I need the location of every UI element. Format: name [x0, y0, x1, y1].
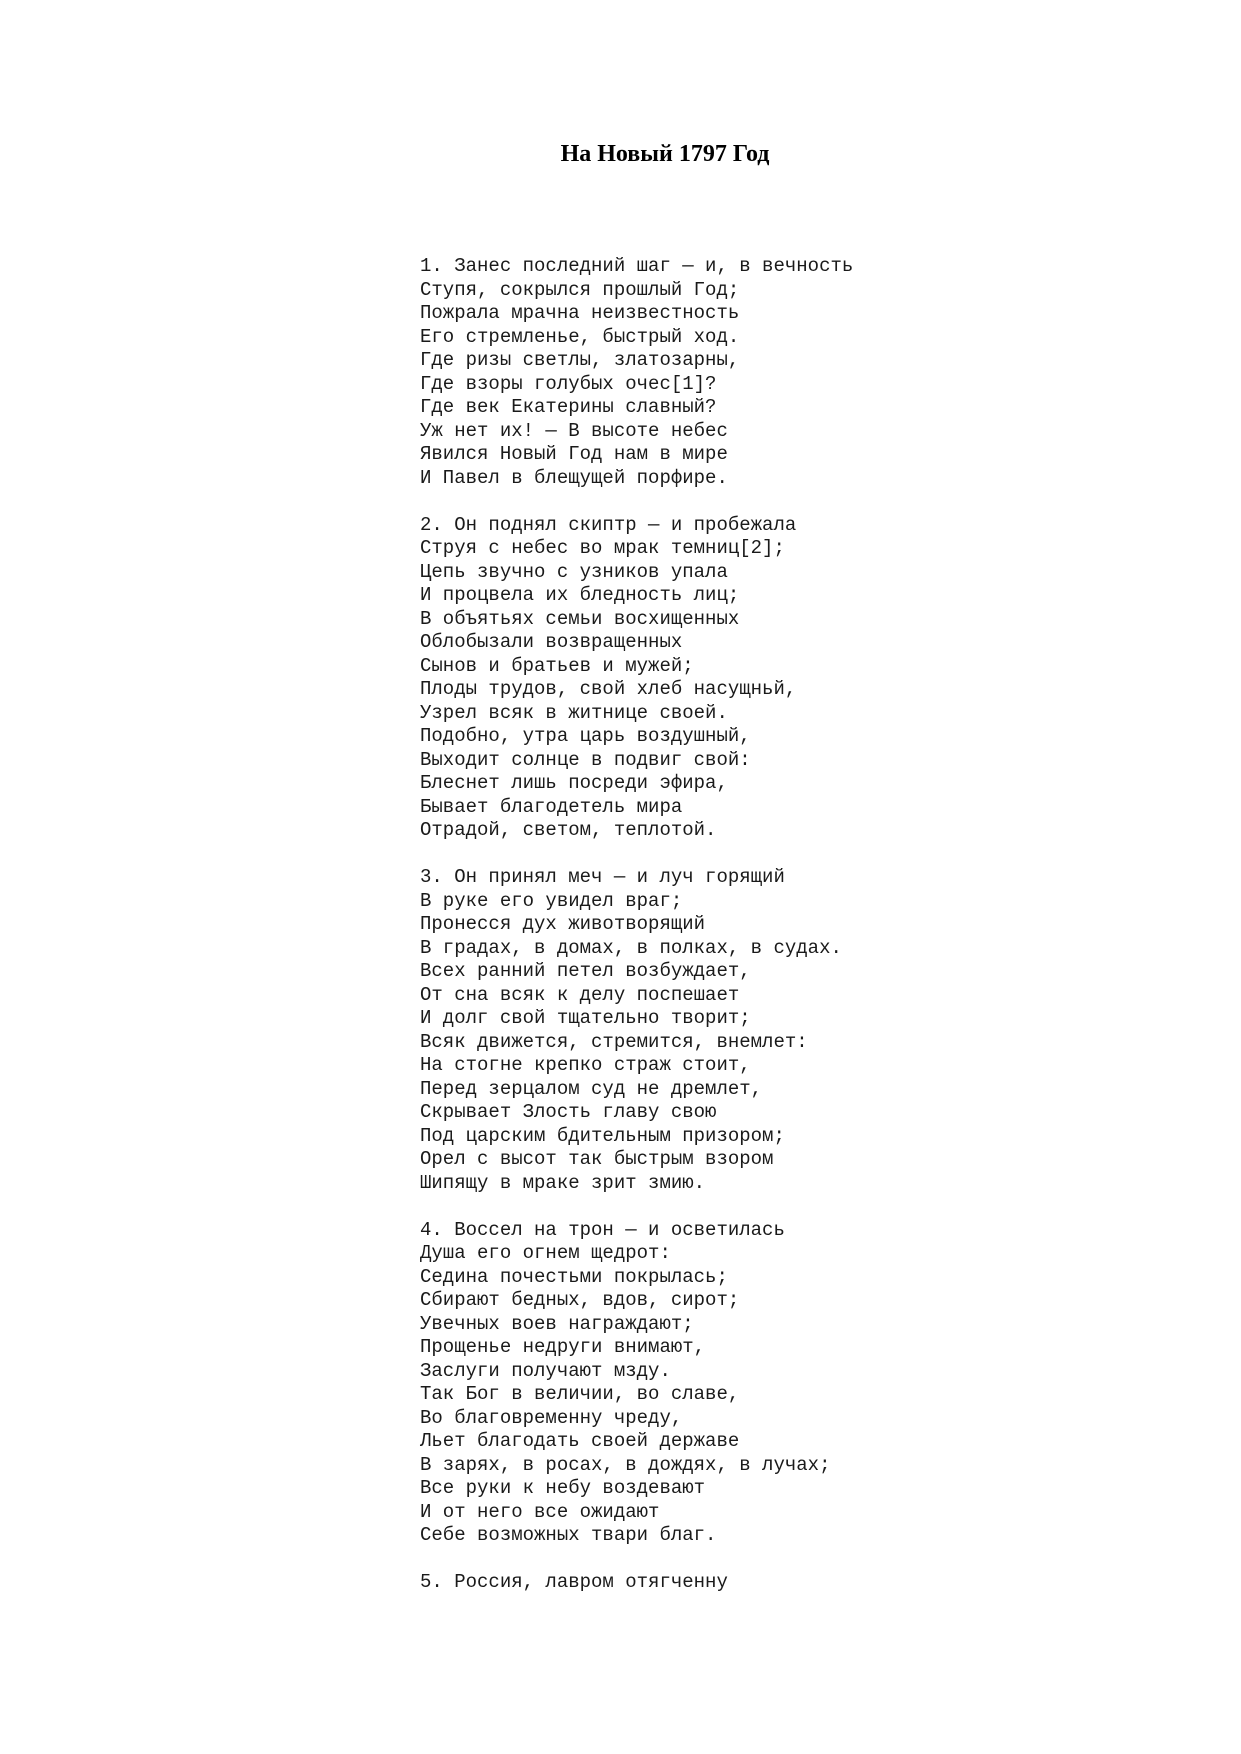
poem-line: Душа его огнем щедрот: [420, 1242, 671, 1264]
poem-line: Так Бог в величии, во славе, [420, 1383, 740, 1405]
poem-line: Пронесся дух животворящий [420, 913, 706, 935]
poem-line: Льет благодать своей державе [420, 1430, 740, 1452]
poem-line: Шипящу в мраке зрит змию. [420, 1171, 706, 1194]
poem-line: Цепь звучно с узников упала [420, 560, 728, 583]
poem-line: Его стремленье, быстрый ход. [420, 325, 740, 348]
poem-line: Бывает благодетель мира [420, 795, 683, 818]
poem-line: Заслуги получают мзду. [420, 1359, 671, 1382]
poem-line: 3. Он принял меч — и луч горящий [420, 866, 785, 888]
poem-line: Сынов и братьев и мужей; [420, 654, 694, 677]
poem-line: Отрадой, светом, теплотой. [420, 819, 717, 841]
poem-line: Орел с высот так быстрым взором [420, 1148, 774, 1170]
poem-line: Явился Новый Год нам в мире [420, 443, 728, 465]
poem-line: Прощенье недруги внимают, [420, 1336, 706, 1358]
stanza [420, 255, 1220, 490]
poem-line: 2. Он поднял скиптр — и пробежала [420, 513, 797, 536]
poem-line: Струя с небес во мрак темниц[2]; [420, 537, 785, 559]
poem-line: Перед зерцалом суд не дремлет, [420, 1077, 763, 1100]
poem-title: На Новый 1797 Год [560, 141, 770, 167]
poem-line: Подобно, утра царь воздушный, [420, 725, 751, 747]
poem-line: И от него все ожидают [420, 1500, 660, 1523]
poem-line: Уж нет их! — В высоте небес [420, 419, 728, 442]
poem-line: И процвела их бледность лиц; [420, 584, 740, 606]
poem-line: 5. Россия, лавром отягченну [420, 1571, 728, 1593]
poem-line: Где ризы светлы, златозарны, [420, 349, 740, 371]
poem-line: 1. Занес последний шаг — и, в вечность [420, 255, 854, 277]
poem-line: Пожрала мрачна неизвестность [420, 302, 740, 324]
poem-line: Сбирают бедных, вдов, сирот; [420, 1289, 740, 1311]
poem-body [420, 255, 1220, 1618]
poem-line: Облобызали возвращенных [420, 631, 683, 653]
poem-line: Где век Екатерины славный? [420, 396, 717, 418]
poem-line: В руке его увидел враг; [420, 889, 683, 912]
poem-line: Под царским бдительным призором; [420, 1124, 785, 1147]
poem-line: Во благовременну чреду, [420, 1406, 683, 1429]
stanza [420, 514, 1220, 843]
poem-line: На стогне крепко страж стоит, [420, 1054, 751, 1076]
poem-line: Все руки к небу воздевают [420, 1477, 706, 1499]
poem-line: В градах, в домах, в полках, в судах. [420, 936, 842, 959]
stanza [420, 866, 1220, 1195]
stanza [420, 1571, 1220, 1595]
poem-line: Себе возможных твари благ. [420, 1524, 717, 1546]
stanza [420, 1219, 1220, 1548]
poem-line: Скрывает Злость главу свою [420, 1101, 717, 1123]
poem-line: В объятьях семьи восхищенных [420, 607, 740, 630]
poem-line: В зарях, в росах, в дождях, в лучах; [420, 1453, 831, 1476]
poem-line: Блеснет лишь посреди эфира, [420, 772, 728, 794]
poem-line: От сна всяк к делу поспешает [420, 983, 740, 1006]
poem-line: И долг свой тщательно творит; [420, 1007, 751, 1029]
poem-line: Увечных воев награждают; [420, 1312, 694, 1335]
poem-line: Выходит солнце в подвиг свой: [420, 748, 751, 771]
poem-line: И Павел в блещущей порфире. [420, 466, 728, 489]
poem-line: Седина почестьми покрылась; [420, 1265, 728, 1288]
poem-line: Всяк движется, стремится, внемлет: [420, 1030, 808, 1053]
poem-line: Плоды трудов, свой хлеб насущньй, [420, 678, 797, 700]
poem-line: Всех ранний петел возбуждает, [420, 960, 751, 982]
poem-line: 4. Воссел на трон — и осветилась [420, 1218, 785, 1241]
poem-line: Узрел всяк в житнице своей. [420, 701, 728, 724]
poem-line: Ступя, сокрылся прошлый Год; [420, 278, 740, 301]
poem-line: Где взоры голубых очес[1]? [420, 372, 717, 395]
